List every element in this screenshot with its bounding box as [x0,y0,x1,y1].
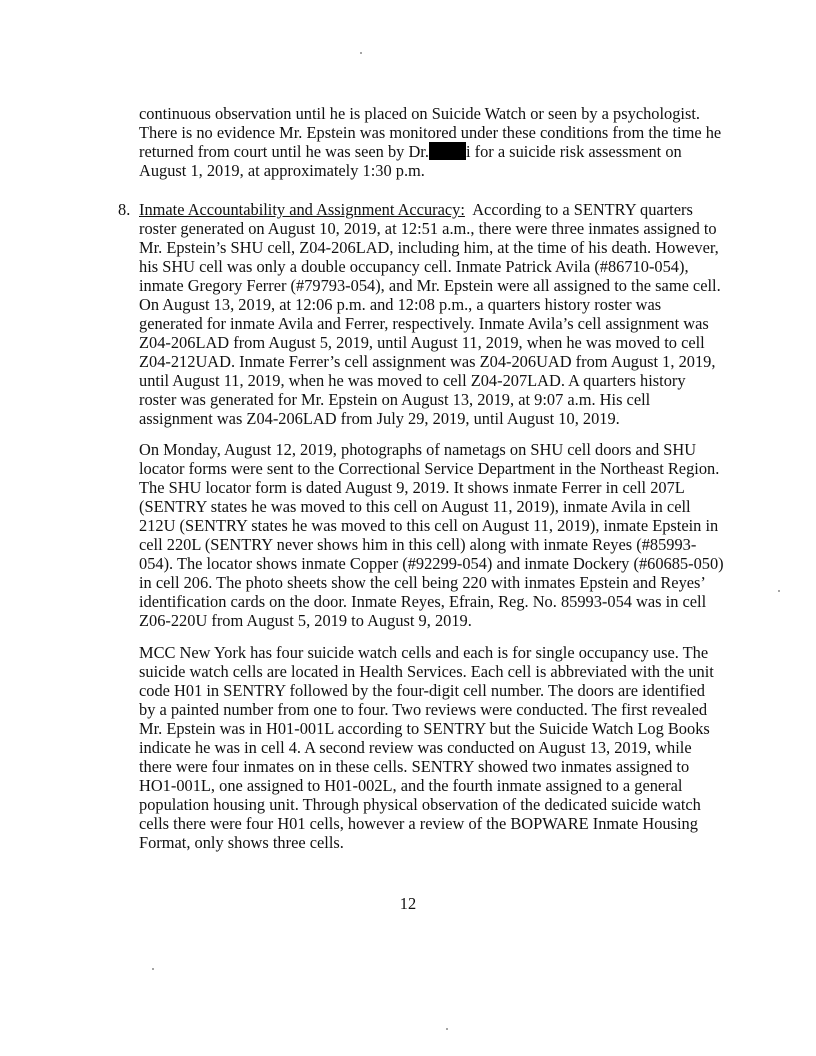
scan-speck [152,968,154,970]
text-line: roster was generated for Mr. Epstein on August 13, 2019, at 9:07 a.m. His cell [139,390,651,409]
item-number: 8. [118,200,131,219]
continuation-paragraph [139,104,722,180]
text-line: There is no evidence Mr. Epstein was monitored under these conditions from the time he [139,123,722,142]
text-line: August 1, 2019, at approximately 1:30 p.m. [139,161,425,180]
text-line: Mr. Epstein’s SHU cell, Z04-206LAD, including him, at the time of his death. However, [139,238,719,257]
text-line: The SHU locator form is dated August 9, 2019. It shows inmate Ferrer in cell 207L [139,478,685,497]
item-heading: Inmate Accountability and Assignment Accuracy: [139,200,465,219]
text-line: cell 220L (SENTRY never shows him in this cell) along with inmate Reyes (#85993- [139,535,697,554]
text-line: assignment was Z04-206LAD from July 29, 2019, until August 10, 2019. [139,409,620,428]
text-line: code H01 in SENTRY followed by the four-digit cell number. The doors are identified [139,681,705,700]
text-line: his SHU cell was only a double occupancy cell. Inmate Patrick Avila (#86710-054), [139,257,689,276]
text-line [139,200,719,219]
text-line: 212U (SENTRY states he was moved to this cell on August 11, 2019), inmate Epstein in [139,516,719,535]
text-line: roster generated on August 10, 2019, at 12:51 a.m., there were three inmates assigned to [139,219,717,238]
suicide-watch-paragraph [139,643,714,852]
text-line: HO1-001L, one assigned to H01-002L, and the fourth inmate assigned to a general [139,776,683,795]
text-line: Z04-206LAD from August 5, 2019, until August 11, 2019, when he was moved to cell [139,333,705,352]
scan-speck [446,1028,448,1030]
text-line: (SENTRY states he was moved to this cell on August 11, 2019), inmate Avila in cell [139,497,691,516]
text-line: On Monday, August 12, 2019, photographs of nametags on SHU cell doors and SHU [139,440,697,459]
scan-speck [360,52,362,54]
text-line: in cell 206. The photo sheets show the cell being 220 with inmates Epstein and Reyes’ [139,573,706,592]
text-line: locator forms were sent to the Correctional Service Department in the Northeast Region. [139,459,720,478]
text-line: 054). The locator shows inmate Copper (#92299-054) and inmate Dockery (#60685-050) [139,554,724,573]
text-line: indicate he was in cell 4. A second review was conducted on August 13, 2019, while [139,738,692,757]
text-line: Format, only shows three cells. [139,833,344,852]
redaction-box [429,142,466,160]
text-line: generated for inmate Avila and Ferrer, respectively. Inmate Avila’s cell assignment was [139,314,709,333]
page-number: 12 [399,894,417,913]
text-line [139,142,699,161]
text-line: there were four inmates on in these cells. SENTRY showed two inmates assigned to [139,757,690,776]
text-line: by a painted number from one to four. Two reviews were conducted. The first revealed [139,700,708,719]
item-text [139,200,719,428]
text-line: Mr. Epstein was in H01-001L according to SENTRY but the Suicide Watch Log Books [139,719,710,738]
text-line: identification cards on the door. Inmate Reyes, Efrain, Reg. No. 85993-054 was in cell [139,592,707,611]
text-line: Z04-212UAD. Inmate Ferrer’s cell assignment was Z04-206UAD from August 1, 2019, [139,352,716,371]
text-fragment: According to a SENTRY quarters [464,200,693,219]
text-line: MCC New York has four suicide watch cells and each is for single occupancy use. The [139,643,709,662]
text-fragment: i for a suicide risk assessment on [465,142,682,161]
text-line: inmate Gregory Ferrer (#79793-054), and Mr. Epstein were all assigned to the same cell. [139,276,721,295]
text-line: population housing unit. Through physical observation of the dedicated suicide watch [139,795,701,814]
text-line: suicide watch cells are located in Health Services. Each cell is abbreviated with the unit [139,662,714,681]
text-fragment: returned from court until he was seen by Dr. [139,142,429,161]
locator-paragraph [139,440,724,630]
text-line: cells there were four H01 cells, however a review of the BOPWARE Inmate Housing [139,814,698,833]
scan-speck [778,590,780,592]
text-line: On August 13, 2019, at 12:06 p.m. and 12:08 p.m., a quarters history roster was [139,295,662,314]
text-line: Z06-220U from August 5, 2019 to August 9, 2019. [139,611,472,630]
text-line: continuous observation until he is placed on Suicide Watch or seen by a psychologist. [139,104,701,123]
text-line: until August 11, 2019, when he was moved to cell Z04-207LAD. A quarters history [139,371,686,390]
